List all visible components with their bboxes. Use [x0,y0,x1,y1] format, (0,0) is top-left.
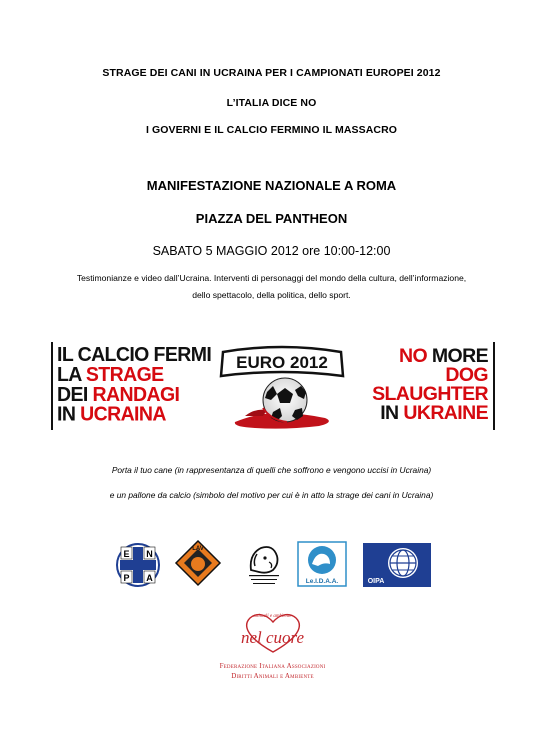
banner-right-in: IN [380,402,404,424]
banner-left-ucraina: UCRAINA [80,402,166,426]
oipa-label: OIPA [367,578,385,585]
event-title: MANIFESTAZIONE NAZIONALE A ROMA [146,178,397,193]
banner-right-more: MORE [427,345,488,367]
euro-2012-ball-emblem [215,342,350,430]
enpa-letter-p: P [123,573,130,583]
banner-left-text [57,345,211,425]
headline-3: I GOVERNI E IL CALCIO FERMINO IL MASSACRO [145,124,398,136]
banner-left-in: IN [57,402,81,426]
headline-2: L’ITALIA DICE NO [226,97,317,109]
headline-1: STRAGE DEI CANI IN UCRAINA PER I CAMPIONATI EUROPEI 2012 [102,67,441,79]
banner-right-no: NO [399,345,428,367]
leida-logo [296,540,348,588]
note-2: e un pallone da calcio (simbolo del motivo per cui è in atto la strage dei cani in Ucraina) [109,490,434,500]
lav-logo [173,538,223,588]
enpa-letter-e: E [123,549,130,559]
euro-2012-banner [51,342,495,430]
banner-right-slaughter: SLAUGHTER [372,383,488,405]
leida-label: Le.I.D.A.A. [305,578,339,585]
brand-name: nel cuore [240,628,305,647]
event-date: SABATO 5 MAGGIO 2012 ore 10:00-12:00 [152,244,391,258]
federation-line-2: Diritti Animali e Ambiente [231,672,314,680]
enpa-logo [115,541,161,589]
federation-line-1: Federazione Italiana Associazioni [219,662,326,670]
banner-left-la: LA [57,362,86,387]
enpa-letter-a: A [146,573,153,583]
lega-cane-logo [243,540,285,592]
brand-small: animali e ambiente [253,614,292,619]
event-desc-2: dello spettacolo, della politica, dello sport. [192,290,351,300]
banner-left-line-1: IL CALCIO FERMI [57,343,212,367]
note-1: Porta il tuo cane (in rappresentanza di quelli che soffrono e vengono uccisi in Ucraina) [111,465,432,475]
event-place: PIAZZA DEL PANTHEON [195,211,348,226]
event-desc-1: Testimonianze e video dall’Ucraina. Interventi di personaggi del mondo della cultura, dell’informazione, [76,273,467,283]
enpa-letter-n: N [146,549,153,559]
banner-center-title: EURO 2012 [236,353,328,372]
banner-left-randagi: RANDAGI [92,382,180,406]
banner-left-strage: STRAGE [85,362,164,387]
lav-label: LAV [192,546,204,552]
oipa-logo [363,543,431,587]
nel-cuore-logo [200,612,345,680]
banner-right-ukraine: UKRAINE [403,402,488,424]
banner-right-text [372,347,488,423]
banner-left-dei: DEI [57,382,93,406]
banner-right-dog: DOG [445,364,488,386]
